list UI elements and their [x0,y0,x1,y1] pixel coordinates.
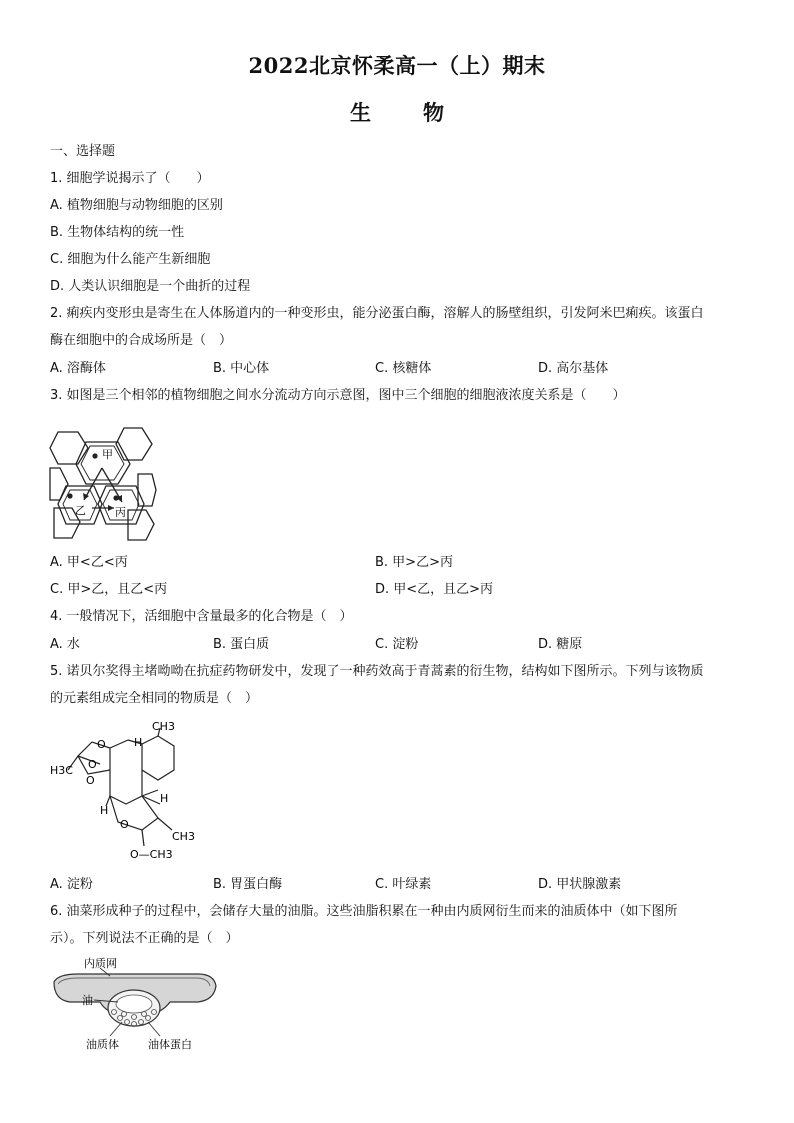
subject-char-2: 物 [423,100,444,125]
q5-option-b: B. 胃蛋白酶 [213,877,283,892]
label-ch3-bottom: CH3 [172,830,195,843]
q3-stem: 3. 如图是三个相邻的植物细胞之间水分流动方向示意图，图中三个细胞的细胞液浓度关系是（ ） [50,388,626,403]
label-oleosin: 油体蛋白 [148,1038,192,1051]
label-o-3: O [86,774,95,787]
q4-option-a: A. 水 [50,637,80,652]
plant-cells-figure [48,424,158,544]
q3-option-c: C. 甲>乙，且乙<丙 [50,582,168,597]
q1-stem: 1. 细胞学说揭示了（ ） [50,171,210,186]
label-o-ring: O [120,818,129,831]
q4-option-b: B. 蛋白质 [213,637,270,652]
q2-stem-line1: 2. 痢疾内变形虫是寄生在人体肠道内的一种变形虫，能分泌蛋白酶，溶解人的肠壁组织，引发阿米巴痢疾。该蛋白 [50,306,704,321]
cell-label-bing: 丙 [115,506,126,519]
q1-option-c: C. 细胞为什么能产生新细胞 [50,252,211,267]
q5-stem-line1: 5. 诺贝尔奖得主堵呦呦在抗症药物研发中，发现了一种药效高于青蒿素的衍生物，结构如下图所示。下列与该物质 [50,664,704,679]
q2-option-d: D. 高尔基体 [538,361,609,376]
label-oil: 油 [82,994,93,1007]
q5-stem-line2: 的元素组成完全相同的物质是（ ） [50,691,259,706]
q1-option-b: B. 生物体结构的统一性 [50,225,185,240]
label-oil-body: 油质体 [86,1038,119,1051]
label-h-3: H [100,804,109,817]
q2-stem-line2: 酶在细胞中的合成场所是（ ） [50,333,233,348]
q5-option-c: C. 叶绿素 [375,877,432,892]
q3-option-a: A. 甲<乙<丙 [50,555,128,570]
label-er: 内质网 [84,957,117,970]
label-o-1: O [97,738,106,751]
cell-label-jia: 甲 [102,448,113,461]
q2-option-b: B. 中心体 [213,361,270,376]
label-o-2: O [88,758,97,771]
subject-title [0,97,794,127]
oil-body-figure [48,956,220,1052]
cell-label-yi: 乙 [75,504,86,517]
section-heading: 一、选择题 [50,144,116,159]
q5-option-a: A. 淀粉 [50,877,93,892]
q1-option-a: A. 植物细胞与动物细胞的区别 [50,198,223,213]
q6-stem-line2: 示）。下列说法不正确的是（ ） [50,931,239,946]
exam-title: 2022北京怀柔高一（上）期末 [248,53,546,78]
q6-stem-line1: 6. 油菜形成种子的过程中，会储存大量的油脂。这些油脂积累在一种由内质网衍生而来的油质体中（如下图所 [50,904,678,919]
label-och3: O—CH3 [130,848,173,860]
q4-stem: 4. 一般情况下，活细胞中含量最多的化合物是（ ） [50,609,353,624]
artemisinin-structure-figure [48,718,208,860]
q5-option-d: D. 甲状腺激素 [538,877,622,892]
q3-option-d: D. 甲<乙，且乙>丙 [375,582,494,597]
q4-option-d: D. 糖原 [538,637,583,652]
q2-option-a: A. 溶酶体 [50,361,106,376]
label-ch3-top: CH3 [152,720,175,733]
q3-option-b: B. 甲>乙>丙 [375,555,453,570]
label-h3c: H3C [50,764,73,777]
q1-option-d: D. 人类认识细胞是一个曲折的过程 [50,279,251,294]
q4-option-c: C. 淀粉 [375,637,419,652]
q2-option-c: C. 核糖体 [375,361,432,376]
subject-char-1: 生 [350,100,371,125]
label-h-1: H [134,736,143,749]
label-h-2: H [160,792,169,805]
